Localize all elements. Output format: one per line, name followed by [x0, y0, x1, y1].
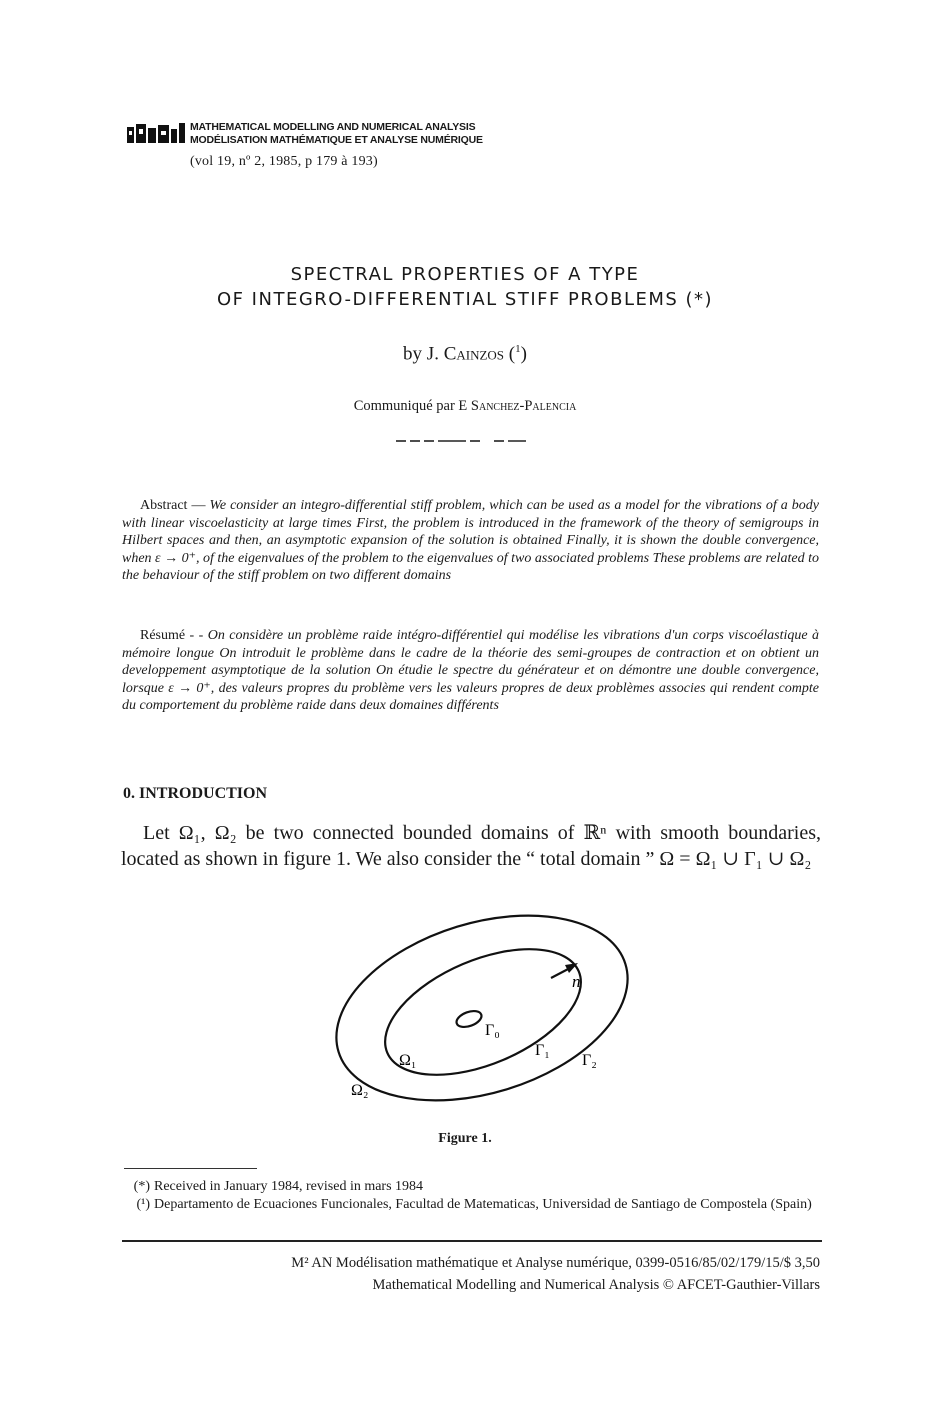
imprint-line-1: M² AN Modélisation mathématique et Analyse numérique, 0399-0516/85/02/179/15/$ 3,50 [291, 1255, 820, 1271]
abstract-fr-lead: Résumé - - [140, 628, 208, 643]
intro-text: Let Ω₁, Ω₂ be two connected bounded domains of ℝⁿ with smooth boundaries, located as shown in figure 1. We also consider the “ total domain ” Ω = Ω₁ ∪ Γ₁ ∪ Ω₂ [121, 822, 821, 870]
section-heading: 0. INTRODUCTION [123, 785, 268, 802]
hole-gamma0 [454, 1008, 483, 1030]
title-line-2: OF INTEGRO-DIFFERENTIAL STIFF PROBLEMS (*) [216, 289, 714, 310]
article-title [0, 262, 930, 312]
footnote-2 [122, 1196, 820, 1213]
journal-name-en: MATHEMATICAL MODELLING AND NUMERICAL ANALYSIS [190, 121, 476, 133]
footnote-1 [122, 1178, 820, 1195]
author-note-mark: 1 [515, 343, 521, 355]
label-gamma1: Γ₁ [535, 1042, 550, 1059]
intro-paragraph [121, 820, 821, 872]
outer-boundary-gamma2 [325, 905, 640, 1125]
abstract-en-text: We consider an integro-differential stiff problem, which can be used as a model for the vibrations of a body with linear viscoelasticity at large times First, the problem is introduced in the framework of the theory of semigroups in Hilbert spaces and then, an asymptotic expansion of the solution is obtained Finally, it is shown the double convergence, when ε → 0⁺, of the eigenvalues of the problem to the eigenvalues of two associated problems These problems are related to the behaviour of the stiff problem on two different domains [122, 498, 819, 584]
journal-logo [127, 122, 185, 144]
figure-1-diagram [325, 905, 640, 1125]
journal-name-fr: MODÉLISATION MATHÉMATIQUE ET ANALYSE NUMÉRIQUE [190, 134, 483, 146]
byline [0, 343, 930, 365]
separator-dashes [396, 438, 528, 444]
abstract-en [122, 497, 819, 585]
label-omega2: Ω₂ [351, 1082, 369, 1099]
abstract-fr [122, 627, 819, 715]
footnote-1-mark: (*) [133, 1179, 150, 1194]
abstract-en-lead: Abstract — [140, 498, 210, 513]
label-gamma0: Γ₀ [485, 1022, 500, 1039]
label-n: n [572, 972, 581, 991]
communicated-by [0, 398, 930, 415]
by-prefix: by J. [403, 343, 439, 365]
label-omega1: Ω₁ [399, 1052, 417, 1069]
label-gamma2: Γ₂ [582, 1052, 597, 1069]
imprint-rule [122, 1240, 822, 1242]
communicated-name: Sanchez-Palencia [470, 398, 577, 414]
author-name: Cainzos [443, 343, 505, 365]
journal-volume: (vol 19, nº 2, 1985, p 179 à 193) [190, 154, 378, 169]
figure-caption: Figure 1. [438, 1131, 492, 1146]
author-note-open: ( [508, 343, 516, 365]
author-note-close: ) [520, 343, 527, 365]
footnote-2-text: Departamento de Ecuaciones Funcionales, Facultad de Matematicas, Universidad de Santiago de Compostela (Spain) [154, 1197, 812, 1212]
footnote-rule [124, 1168, 257, 1169]
title-line-1: SPECTRAL PROPERTIES OF A TYPE [290, 264, 640, 285]
abstract-fr-text: On considère un problème raide intégro-différentiel qui modélise les vibrations d'un corps viscoélastique à mémoire longue On introduit le problème dans le cadre de la théorie des semi-groupes de contraction et on obtient un developpement asymptotique de la solution On étudie le spectre du générateur et on démontre une double convergence, lorsque ε → 0⁺, des valeurs propres du problème vers les valeurs propres de deux problèmes associes qui rendent compte du comportement du problème raide dans deux domaines différents [122, 628, 819, 714]
footnote-1-text: Received in January 1984, revised in mars 1984 [154, 1179, 424, 1194]
communicated-prefix: Communiqué par E [353, 398, 468, 414]
footnote-2-mark: (¹) [136, 1197, 150, 1212]
imprint-line-2: Mathematical Modelling and Numerical Analysis © AFCET-Gauthier-Villars [372, 1277, 820, 1293]
